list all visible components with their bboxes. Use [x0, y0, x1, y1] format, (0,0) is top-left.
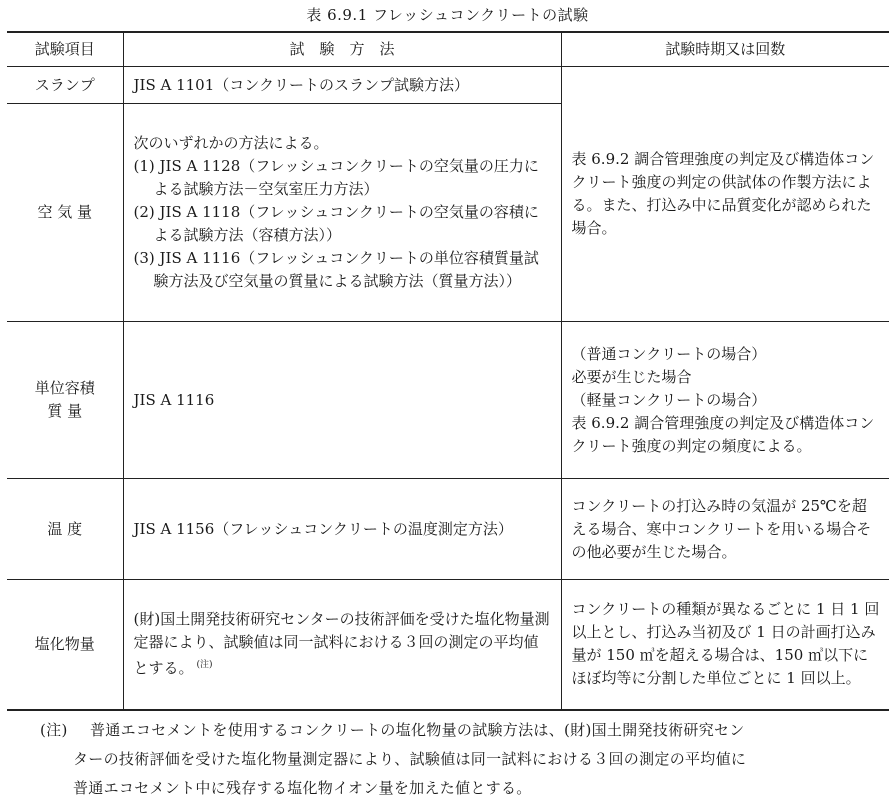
- footnote-mark: (注): [40, 721, 68, 739]
- footnote-line-3: 普通エコセメント中に残存する塩化物イオン量を加えた値とする。: [73, 779, 532, 797]
- footnote-line-2: ターの技術評価を受けた塩化物量測定器により、試験値は同一試料における３回の測定の平均値に: [73, 750, 747, 768]
- method-slump: JIS A 1101（コンクリートのスランプ試験方法）: [123, 67, 561, 104]
- footnote-line-1: 普通エコセメントを使用するコンクリートの塩化物量の試験方法は、(財)国土開発技術研究セン: [90, 721, 745, 739]
- timing-unit-mass-line-4: 表 6.9.2 調合管理強度の判定及び構造体コンクリート強度の判定の頻度による。: [571, 413, 875, 455]
- header-test-method: 試 験 方 法: [123, 32, 561, 67]
- method-chloride-note-mark: (注): [196, 660, 213, 671]
- table-row-slump: [7, 67, 889, 104]
- item-unit-mass-line1: 単位容積: [34, 379, 95, 397]
- method-air-list: [134, 155, 553, 293]
- method-air-option-3: (3) JIS A 1116（フレッシュコンクリートの単位容積質量試験方法及び空気量の質量による試験方法（質量方法））: [133, 249, 539, 290]
- table-row-unit-mass: [7, 322, 889, 479]
- method-air-intro: 次のいずれかの方法による。: [133, 134, 329, 152]
- table-row-temperature: [7, 479, 889, 580]
- item-unit-mass: [7, 322, 123, 479]
- timing-unit-mass-line-1: （普通コンクリートの場合）: [571, 344, 767, 363]
- method-unit-mass: JIS A 1116: [123, 322, 561, 479]
- footnote: [40, 716, 885, 803]
- fresh-concrete-test-table: [7, 31, 889, 711]
- method-chloride-text: (財)国土開発技術研究センターの技術評価を受けた塩化物量測定器により、試験値は同一試料における３回の測定の平均値とする。: [133, 610, 550, 678]
- footnote-body: [73, 716, 885, 803]
- header-test-item: 試験項目: [7, 32, 123, 67]
- method-chloride: [123, 580, 561, 710]
- table-caption: 表 6.9.1 フレッシュコンクリートの試験: [306, 6, 589, 24]
- item-temperature: 温 度: [7, 479, 123, 580]
- timing-slump-air: 表 6.9.2 調合管理強度の判定及び構造体コンクリート強度の判定の供試体の作製方法による。また、打込み中に品質変化が認められた場合。: [561, 67, 889, 322]
- item-chloride: 塩化物量: [7, 580, 123, 710]
- timing-temperature: コンクリートの打込み時の気温が 25℃を超える場合、寒中コンクリートを用いる場合その他必要が生じた場合。: [561, 479, 889, 580]
- timing-unit-mass-line-2: 必要が生じた場合: [571, 367, 692, 386]
- item-slump: スランプ: [7, 67, 123, 104]
- timing-unit-mass: [561, 322, 889, 479]
- header-test-timing: 試験時期又は回数: [561, 32, 889, 67]
- timing-chloride: コンクリートの種類が異なるごとに 1 日 1 回以上とし、打込み当初及び 1 日の計画打込み量が 150 ㎥を超える場合は、150 ㎥以下にほぼ均等に分割した単位ごとに 1 回以上。: [561, 580, 889, 710]
- method-air: [123, 104, 561, 322]
- method-temperature: JIS A 1156（フレッシュコンクリートの温度測定方法）: [123, 479, 561, 580]
- table-header-row: [7, 32, 889, 67]
- method-air-option-2: (2) JIS A 1118（フレッシュコンクリートの空気量の容積による試験方法（容積方法））: [133, 203, 539, 244]
- table-row-chloride: [7, 580, 889, 710]
- item-unit-mass-line2: 質 量: [47, 402, 83, 420]
- timing-unit-mass-line-3: （軽量コンクリートの場合）: [571, 390, 767, 409]
- method-air-option-1: (1) JIS A 1128（フレッシュコンクリートの空気量の圧力による試験方法－空気室圧力方法）: [133, 157, 539, 198]
- item-air: 空 気 量: [7, 104, 123, 322]
